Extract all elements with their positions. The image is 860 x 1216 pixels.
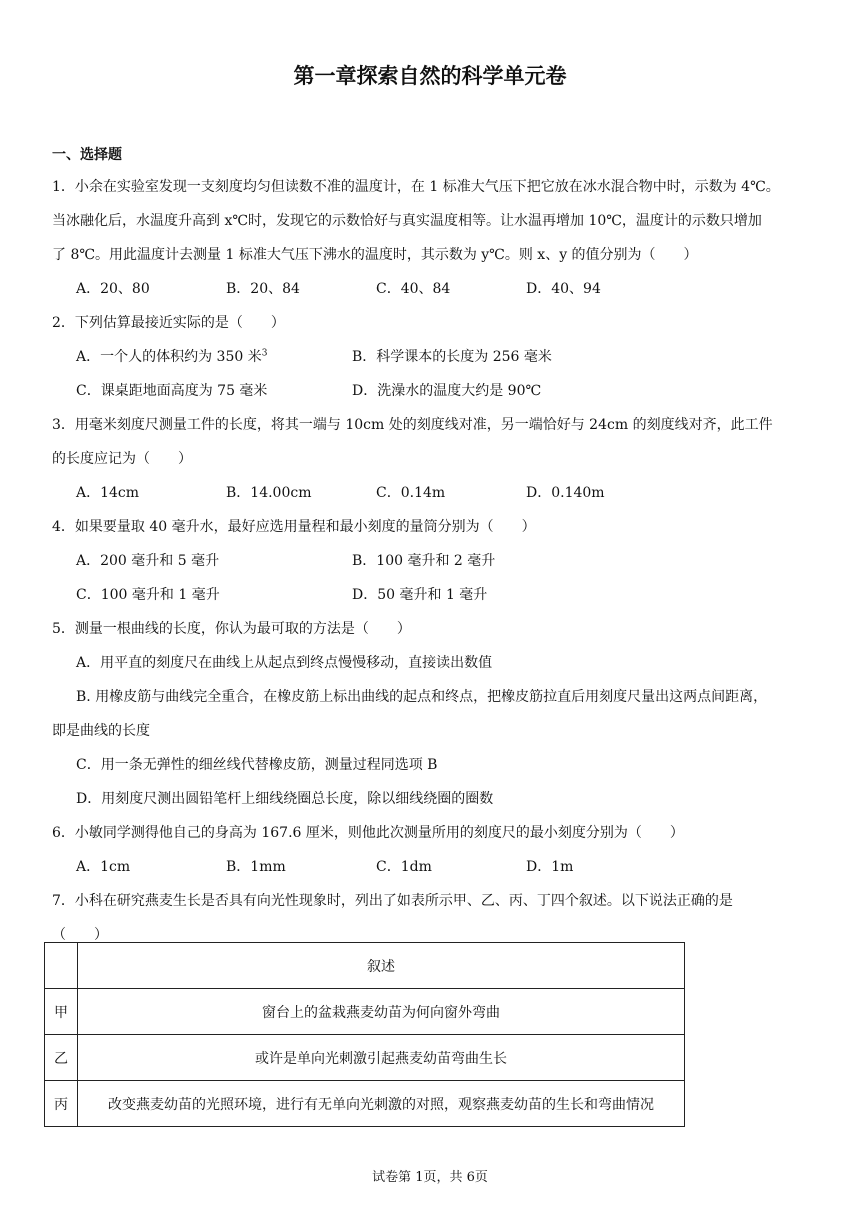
question-1-line: 当冰融化后，水温度升高到 x℃时，发现它的示数恰好与真实温度相等。让水温再增加 10℃，温度计的示数只增加 [52,213,762,229]
question-1-options [52,272,812,306]
option-a: A．14cm [76,485,140,501]
question-3-options [52,476,812,510]
section-heading: 一、选择题 [52,147,122,163]
question-5-options [52,646,812,714]
option-b: B．科学课本的长度为 256 毫米 [352,349,552,365]
row-label: 丙 [45,1081,78,1127]
statements-table [44,942,685,1127]
question-4 [52,510,812,612]
option-c: C．40、84 [376,281,451,297]
option-d: D．洗澡水的温度大约是 90℃ [352,383,542,399]
option-a: A．200 毫升和 5 毫升 [76,553,220,569]
superscript: 3 [261,348,268,359]
option-c: C．0.14m [376,485,446,501]
table-row [45,989,685,1035]
row-text: 窗台上的盆栽燕麦幼苗为何向窗外弯曲 [78,989,685,1035]
question-1-line: 1．小余在实验室发现一支刻度均匀但读数不准的温度计，在 1 标准大气压下把它放在冰水混合物中时，示数为 4℃。 [52,179,780,195]
question-2 [52,306,812,408]
option-a-text: A．一个人的体积约为 350 米 [76,349,262,365]
option-c: C．100 毫升和 1 毫升 [76,587,220,603]
question-6-stem: 6．小敏同学测得他自己的身高为 167.6 厘米，则他此次测量所用的刻度尺的最小刻度分别为（ ） [52,825,684,841]
question-5-stem: 5．测量一根曲线的长度，你认为最可取的方法是（ ） [52,621,411,637]
question-2-stem: 2．下列估算最接近实际的是（ ） [52,315,285,331]
question-4-options-row [52,544,812,578]
option-b-continued: 即是曲线的长度 [52,723,150,739]
option-d: D．50 毫升和 1 毫升 [352,587,488,603]
question-2-options-row [52,340,812,374]
question-3-line: 的长度应记为（ ） [52,451,192,467]
question-3 [52,408,812,510]
option-c: C．课桌距地面高度为 75 毫米 [76,383,268,399]
table-row [45,1035,685,1081]
question-7-line: 7．小科在研究燕麦生长是否具有向光性现象时，列出了如表所示甲、乙、丙、丁四个叙述。以下说法正确的是 [52,893,733,909]
option-a: A．20、80 [76,281,150,297]
row-text: 改变燕麦幼苗的光照环境，进行有无单向光刺激的对照，观察燕麦幼苗的生长和弯曲情况 [78,1081,685,1127]
option-a: A．1cm [76,859,131,875]
question-1-line: 了 8℃。用此温度计去测量 1 标准大气压下沸水的温度时，其示数为 y℃。则 x、y 的值分别为（ ） [52,247,698,263]
option-b: B. 用橡皮筋与曲线完全重合，在橡皮筋上标出曲线的起点和终点，把橡皮筋拉直后用刻度尺量出这两点间距离， [76,689,768,705]
option-a [76,340,352,374]
option-b: B．14.00cm [226,485,312,501]
question-5-options-rest [52,748,812,816]
table-header-row [45,943,685,989]
option-d: D．1m [526,859,574,875]
option-b: B．20、84 [226,281,300,297]
question-list [52,170,812,952]
question-1 [52,170,812,306]
option-d: D．40、94 [526,281,601,297]
question-7-line: （ ） [52,927,108,943]
exam-title: 第一章探索自然的科学单元卷 [293,64,567,88]
row-label: 甲 [45,989,78,1035]
option-c: C．1dm [376,859,432,875]
option-d: D．0.140m [526,485,605,501]
row-label: 乙 [45,1035,78,1081]
question-6-options [52,850,812,884]
option-b: B．100 毫升和 2 毫升 [352,553,496,569]
question-4-stem: 4．如果要量取 40 毫升水，最好应选用量程和最小刻度的量筒分别为（ ） [52,519,536,535]
table-row [45,1081,685,1127]
option-a: A．用平直的刻度尺在曲线上从起点到终点慢慢移动，直接读出数值 [76,655,493,671]
row-text: 或许是单向光刺激引起燕麦幼苗弯曲生长 [78,1035,685,1081]
question-6 [52,816,812,884]
page-footer: 试卷第 1页，共 6页 [372,1170,488,1185]
option-d: D．用刻度尺测出圆铅笔杆上细线绕圈总长度，除以细线绕圈的圈数 [76,791,494,807]
option-b: B．1mm [226,859,286,875]
question-2-options-row [52,374,812,408]
option-c: C．用一条无弹性的细丝线代替橡皮筋，测量过程同选项 B [76,757,438,773]
question-5 [52,612,812,816]
table-corner-cell [45,943,78,989]
question-3-line: 3．用毫米刻度尺测量工件的长度，将其一端与 10cm 处的刻度线对准，另一端恰好与 24cm 的刻度线对齐，此工件 [52,417,773,433]
table-header-cell: 叙述 [78,943,685,989]
question-4-options-row [52,578,812,612]
